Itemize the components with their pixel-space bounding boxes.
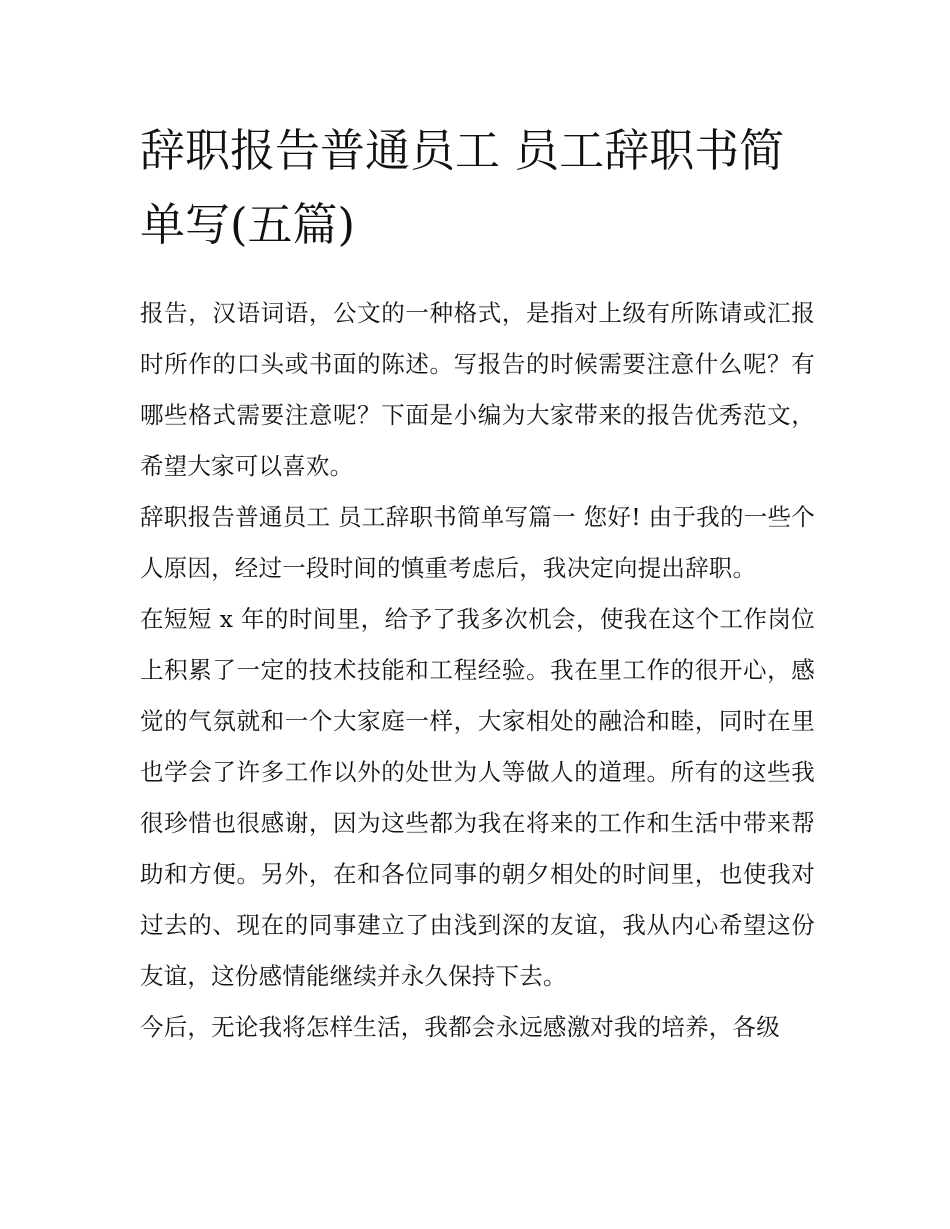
paragraph-gratitude: 在短短 x 年的时间里，给予了我多次机会，使我在这个工作岗位上积累了一定的技术技能和工程经验。我在里工作的很开心，感觉的气氛就和一个大家庭一样，大家相处的融洽和睦，同时在里也学会了许多工作以外的处世为人等做人的道理。所有的这些我很珍惜也很感谢，因为这些都为我在将来的工作和生活中带来帮助和方便。另外，在和各位同事的朝夕相处的时间里，也使我对过去的、现在的同事建立了由浅到深的友谊，我从内心希望这份友谊，这份感情能继续并永久保持下去。 [140,605,815,990]
paragraph-closing-partial: 今后，无论我将怎样生活，我都会永远感激对我的培养，各级 [140,1013,780,1041]
paragraph-letter-opening: 辞职报告普通员工 员工辞职书简单写篇一 您好! 由于我的一些个人原因，经过一段时间的慎重考虑后，我决定向提出辞职。 [140,503,815,582]
document-title: 辞职报告普通员工 员工辞职书简单写(五篇) [140,124,785,251]
document-body [140,114,815,1053]
paragraph-intro: 报告，汉语词语，公文的一种格式，是指对上级有所陈请或汇报时所作的口头或书面的陈述。写报告的时候需要注意什么呢？有哪些格式需要注意呢？下面是小编为大家带来的报告优秀范文，希望大家可以喜欢。 [140,299,815,480]
